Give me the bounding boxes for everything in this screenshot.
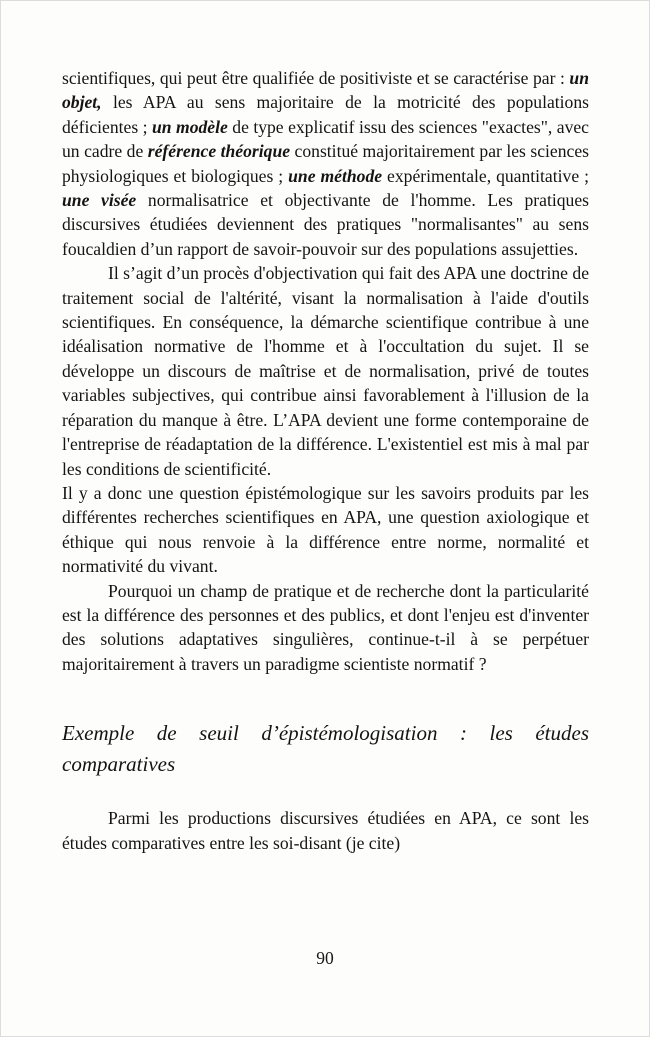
paragraph: [62, 66, 589, 261]
text-run: Exemple de seuil d’épistémologisation : les études comparatives: [62, 721, 589, 777]
paragraph: [62, 806, 589, 855]
text-run: Parmi les productions discursives étudiées en APA, ce sont les études comparatives entre les soi-disant (je cite): [62, 808, 589, 853]
paragraph: [62, 481, 589, 579]
text-run: Il y a donc une question épistémologique sur les savoirs produits par les différentes recherches scientifiques en APA, une question axiologique et éthique qui nous renvoie à la différence entre norme, normalité et normativité du vivant.: [62, 482, 589, 577]
paragraph: [62, 261, 589, 481]
text-run: Il s’agit d’un procès d'objectivation qui fait des APA une doctrine de traitement social de l'altérité, visant la normalisation à l'aide d'outils scientifiques. En conséquence, la démarche scientifique contribue à une idéalisation normative de l'homme et à l'occultation du sujet. Il se développe un discours de maîtrise et de normalisation, privé de toutes variables subjectives, qui contribue ainsi favorablement à l'illusion de la réparation du manque à être. L’APA devient une forme contemporaine de l'entreprise de réadaptation de la différence. L'existentiel est mis à mal par les conditions de scientificité.: [62, 263, 589, 479]
emphasis-text: une méthode: [288, 165, 383, 186]
text-run: Pourquoi un champ de pratique et de recherche dont la particularité est la différence des personnes et des publics, et dont l'enjeu est d'inventer des solutions adaptatives singulières, continue-t-il à se perpétuer majoritairement à travers un paradigme scientiste normatif ?: [62, 580, 589, 674]
emphasis-text: un modèle: [152, 116, 228, 137]
text-run: les APA au sens majoritaire de la motricité des populations déficientes ;: [62, 92, 589, 137]
text-run: de type explicatif issu des sciences "exactes", avec un cadre de: [62, 116, 589, 162]
section-heading: [62, 718, 589, 780]
text-run: normalisatrice et objectivante de l'homme. Les pratiques discursives étudiées deviennent des pratiques "normalisantes" au sens foucaldien d’un rapport de savoir-pouvoir sur des populations assujetties.: [62, 190, 589, 259]
paragraph: [62, 579, 589, 677]
text-run: scientifiques, qui peut être qualifiée de positiviste et se caractérise par :: [62, 68, 570, 88]
emphasis-text: un objet,: [62, 68, 589, 113]
emphasis-text: référence théorique: [147, 141, 291, 162]
page-number: 90: [316, 948, 334, 968]
emphasis-text: une visée: [62, 190, 137, 211]
text-run: constitué majoritairement par les sciences physiologiques et biologiques ;: [62, 141, 589, 186]
page-body: [62, 66, 589, 855]
text-run: expérimentale, quantitative ;: [382, 165, 589, 186]
